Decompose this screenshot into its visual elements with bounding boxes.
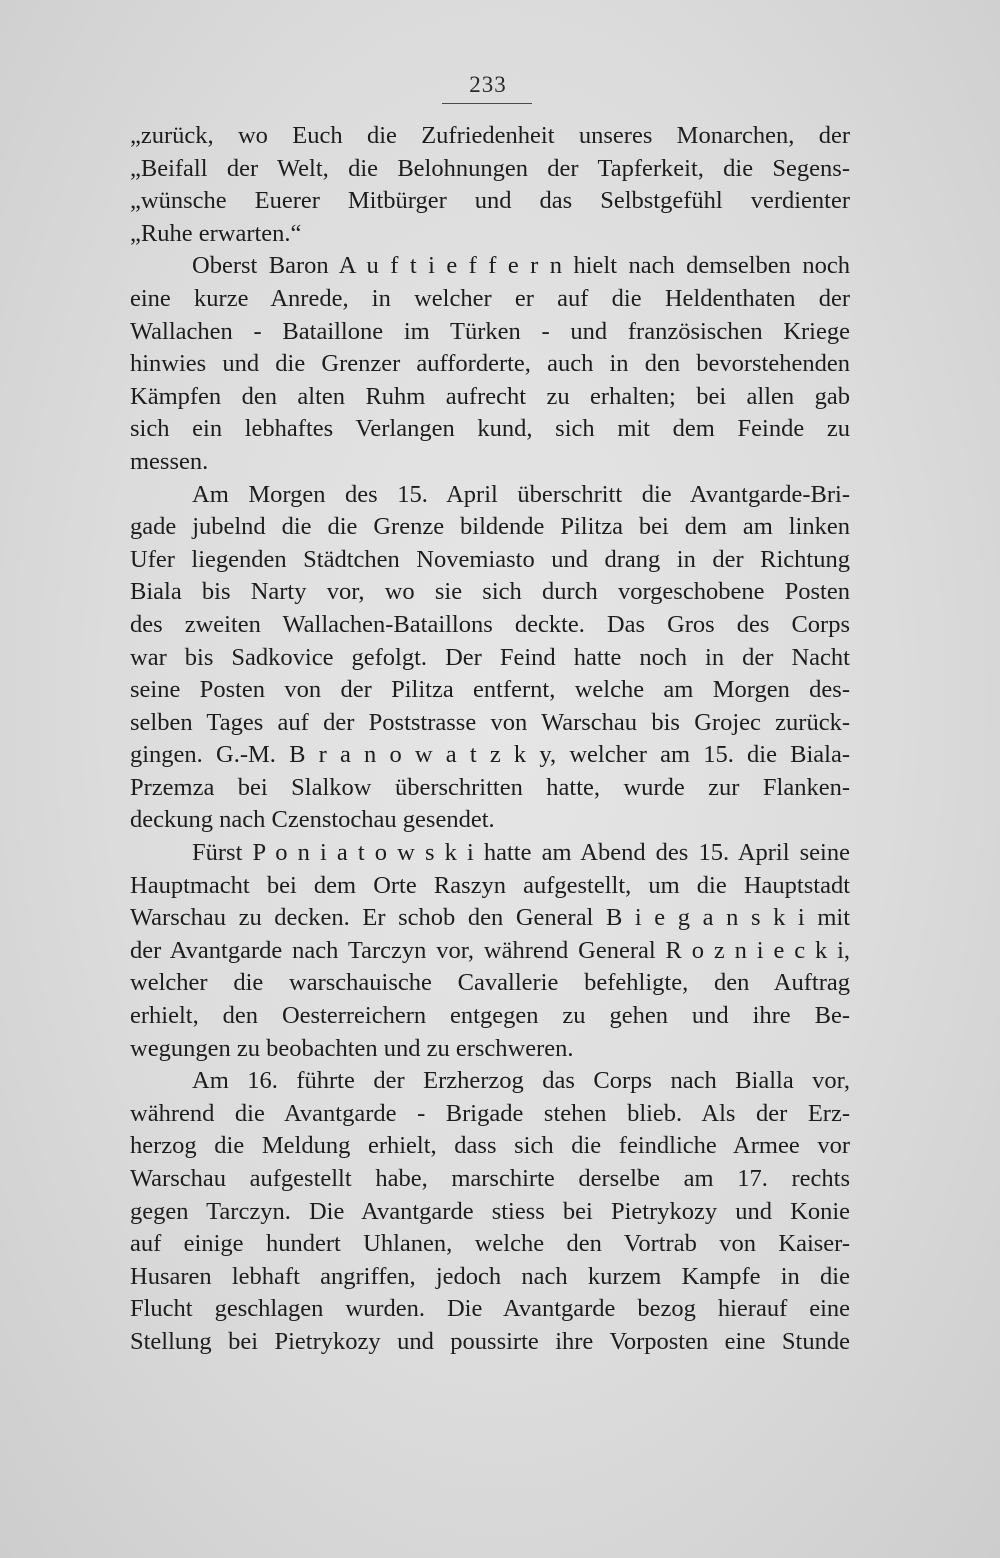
text-line: Oberst Baron A u f t i e f f e r n hielt nach demselben noch (192, 252, 850, 280)
text-line: Am 16. führte der Erzherzog das Corps nach Bialla vor, (192, 1067, 850, 1095)
text-line: eine kurze Anrede, in welcher er auf die Heldenthaten der (130, 284, 850, 312)
text-line: Ufer liegenden Städtchen Novemiasto und drang in der Richtung (130, 545, 850, 573)
text-line: der Avantgarde nach Tarczyn vor, während General R o z n i e c k i, (130, 936, 850, 964)
text-line: „zurück, wo Euch die Zufriedenheit unseres Monarchen, der (130, 122, 850, 149)
text-line: auf einige hundert Uhlanen, welche den Vortrab von Kaiser- (130, 1230, 850, 1258)
page-number: 233 (469, 72, 507, 97)
text-line: „Beifall der Welt, die Belohnungen der Tapferkeit, die Segens- (130, 154, 850, 182)
text-line: Wallachen - Bataillone im Türken - und französischen Kriege (130, 317, 850, 345)
text-line: welcher die warschauische Cavallerie befehligte, den Auftrag (130, 969, 850, 997)
text-line: deckung nach Czenstochau gesendet. (130, 806, 495, 834)
text-line: Warschau aufgestellt habe, marschirte derselbe am 17. rechts (130, 1165, 850, 1192)
text-line: Stellung bei Pietrykozy und poussirte ihre Vorposten eine Stunde (130, 1327, 850, 1355)
text-line: Hauptmacht bei dem Orte Raszyn aufgestellt, um die Hauptstadt (130, 871, 850, 899)
text-line: selben Tages auf der Poststrasse von Warschau bis Grojec zurück- (130, 708, 850, 736)
body-text (130, 120, 850, 1359)
text-line: Husaren lebhaft angriffen, jedoch nach kurzem Kampfe in die (130, 1262, 850, 1290)
text-line: Warschau zu decken. Er schob den General B i e g a n s k i mit (130, 904, 850, 932)
text-line: Biala bis Narty vor, wo sie sich durch vorgeschobene Posten (130, 578, 850, 606)
text-line: gingen. G.-M. B r a n o w a t z k y, welcher am 15. die Biala- (130, 741, 850, 769)
text-line: herzog die Meldung erhielt, dass sich die feindliche Armee vor (130, 1132, 850, 1160)
text-line: sich ein lebhaftes Verlangen kund, sich mit dem Feinde zu (130, 415, 850, 443)
text-line: gade jubelnd die die Grenze bildende Pilitza bei dem am linken (130, 513, 850, 541)
text-line: erhielt, den Oesterreichern entgegen zu gehen und ihre Be- (130, 1002, 850, 1030)
text-line: Flucht geschlagen wurden. Die Avantgarde bezog hierauf eine (130, 1295, 850, 1323)
text-line: Fürst P o n i a t o w s k i hatte am Abend des 15. April seine (192, 839, 850, 867)
text-line: „Ruhe erwarten.“ (130, 219, 302, 247)
page-number-rule (442, 103, 532, 104)
text-line: Kämpfen den alten Ruhm aufrecht zu erhalten; bei allen gab (130, 382, 850, 410)
text-line: wegungen zu beobachten und zu erschweren. (130, 1034, 574, 1062)
text-line: seine Posten von der Pilitza entfernt, welche am Morgen des- (130, 676, 850, 704)
text-line: gegen Tarczyn. Die Avantgarde stiess bei Pietrykozy und Konie (130, 1197, 850, 1225)
text-line: „wünsche Euerer Mitbürger und das Selbstgefühl verdienter (130, 187, 850, 215)
text-line: während die Avantgarde - Brigade stehen blieb. Als der Erz- (130, 1099, 850, 1127)
text-line: des zweiten Wallachen-Bataillons deckte. Das Gros des Corps (130, 610, 850, 638)
text-line: Am Morgen des 15. April überschritt die Avantgarde-Bri- (192, 480, 850, 508)
text-line: hinwies und die Grenzer aufforderte, auch in den bevorstehenden (130, 350, 850, 378)
text-line: messen. (130, 447, 209, 475)
text-line: war bis Sadkovice gefolgt. Der Feind hatte noch in der Nacht (130, 643, 850, 671)
text-line: Przemza bei Slalkow überschritten hatte, wurde zur Flanken- (130, 773, 850, 801)
